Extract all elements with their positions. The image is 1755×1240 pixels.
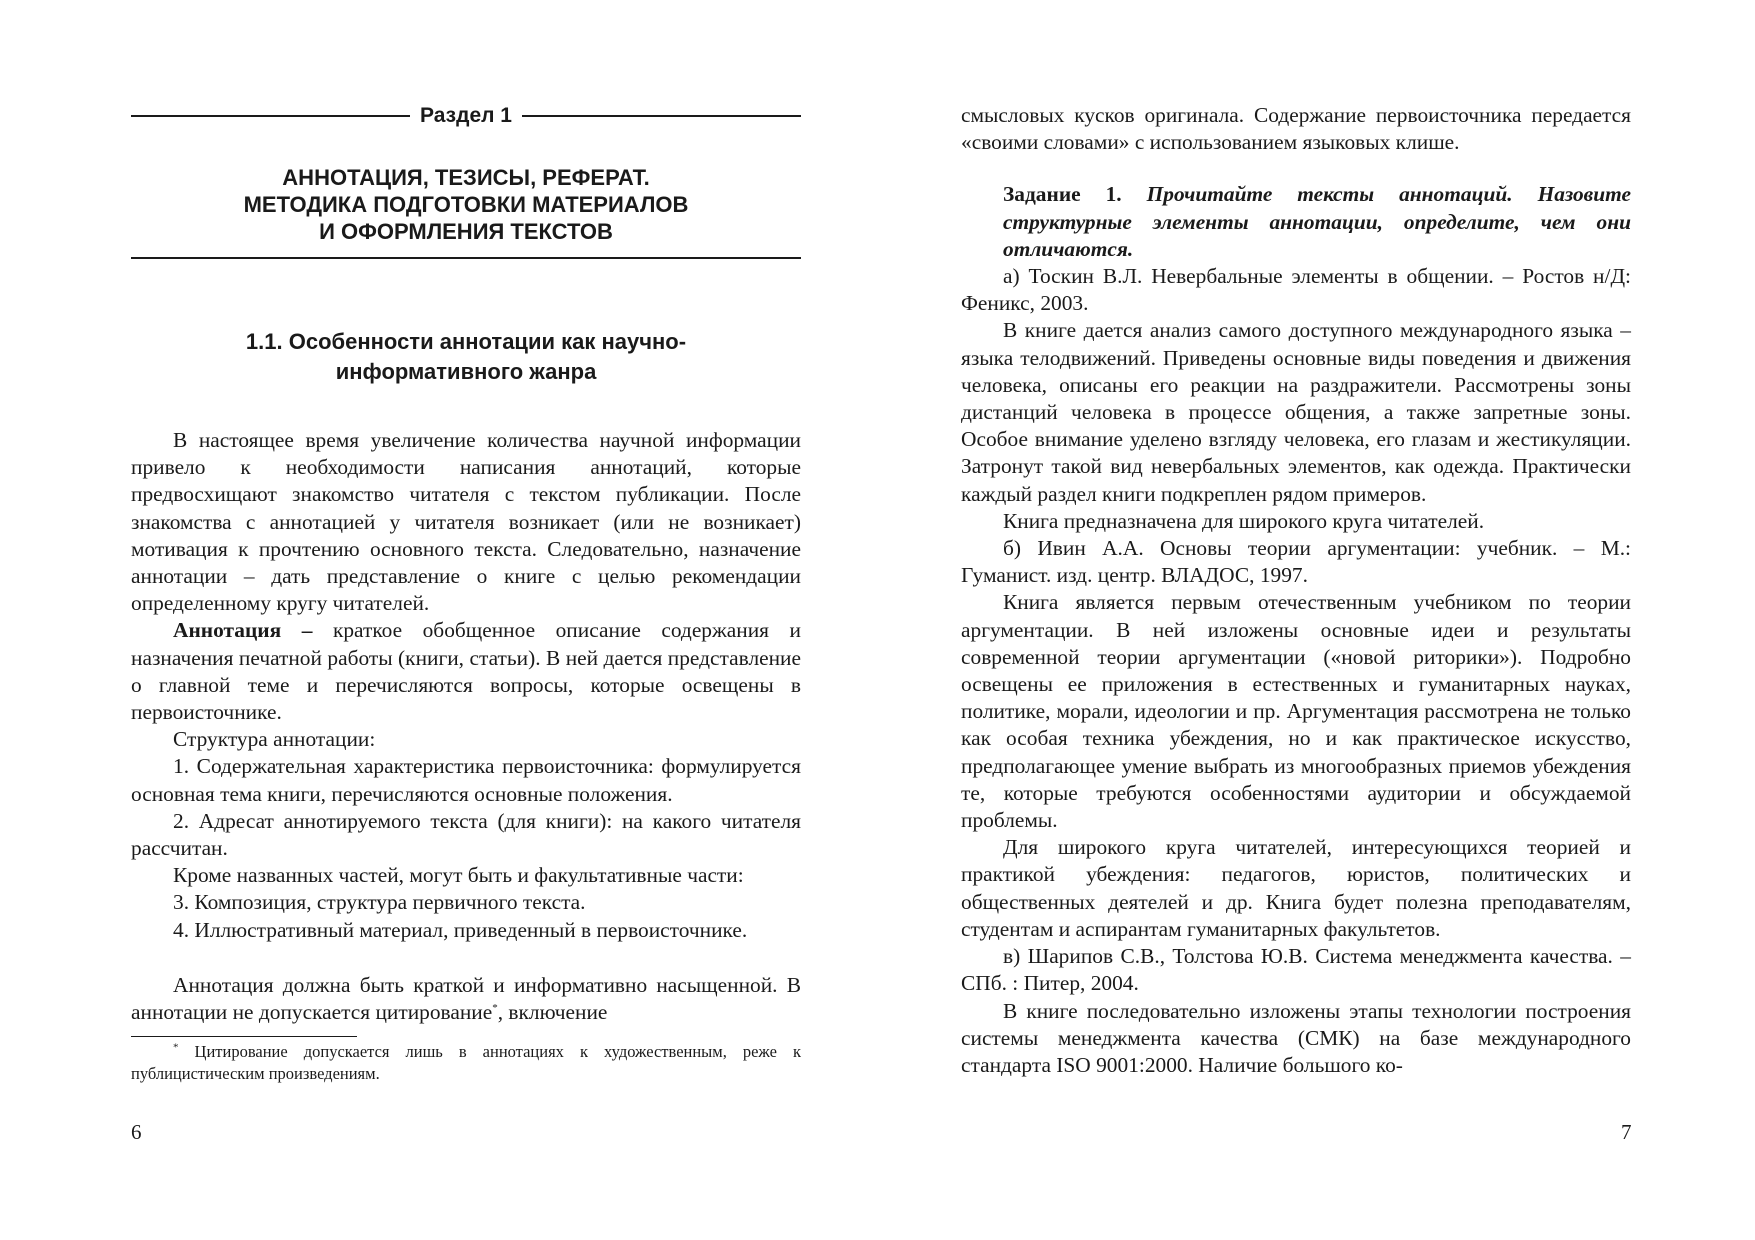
reference-c: в) Шарипов С.В., Толстова Ю.В. Система менеджмента качества. – СПб. : Питер, 2004. [961,944,1631,996]
left-page [0,0,877,1240]
section-header [131,102,801,130]
definition-term: Аннотация – [173,618,313,643]
chapter-title-line-3: И ОФОРМЛЕНИЯ ТЕКСТОВ [319,219,613,244]
right-page [877,0,1755,1240]
closing-text: Аннотация должна быть краткой и информативно насыщенной. В аннотации не допускается цитирование [131,972,801,1025]
structure-heading: Структура аннотации: [173,727,376,752]
section-label: Раздел 1 [420,104,512,127]
annotation-c-paragraph-1: В книге последовательно изложены этапы технологии построения системы менеджмента качества (СМК) на базе международного стандарта ISO 9001:2000. Наличие большого ко- [961,998,1631,1077]
task-text: Прочитайте тексты аннотаций. Назовите структурные элементы аннотации, определите, чем они отличаются. [1003,182,1631,261]
definition-paragraph [131,617,801,726]
subsection-title-line-1: 1.1. Особенности аннотации как научно- [245,329,687,354]
page-number-left: 6 [131,1120,142,1144]
task-heading [1003,181,1631,263]
section-rule-right [522,115,801,117]
annotation-a-paragraph-2: Книга предназначена для широкого круга читателей. [1003,508,1485,533]
footnote-text: Цитирование допускается лишь в аннотациях к художественным, реже к публицистическим произведениям. [131,1042,801,1084]
definition-text: краткое обобщенное описание содержания и назначения печатной работы (книги, статьи). В ней дается представление о главной теме и перечисляются вопросы, которые освещены в первоисточнике. [131,618,801,725]
structure-item-2: 2. Адресат аннотируемого текста (для книги): на какого читателя рассчитан. [131,808,801,861]
closing-paragraph [131,972,801,1026]
footnote [131,1041,801,1085]
structure-item-3: 3. Композиция, структура первичного текста. [173,890,586,915]
chapter-title [131,164,801,245]
reference-b: б) Ивин А.А. Основы теории аргументации: учебник. – М.: Гуманист. изд. центр. ВЛАДОС, 1997. [961,536,1631,588]
footnote-mark: * [492,1001,498,1014]
footnote-symbol: * [173,1041,179,1054]
intro-paragraph: В настоящее время увеличение количества научной информации привело к необходимости написания аннотаций, которые предвосхищают знакомство читателя с текстом публикации. После знакомства с аннотацией у читателя возникает (или не возникает) мотивация к прочтению основного текста. Следовательно, назначение аннотации – дать представление о книге с целью рекомендации определенному кругу читателей. [131,428,801,616]
subsection-title-line-2: информативного жанра [335,359,597,384]
optional-parts-heading: Кроме названных частей, могут быть и факультативные части: [173,863,744,888]
chapter-title-line-1: АННОТАЦИЯ, ТЕЗИСЫ, РЕФЕРАТ. [282,165,650,190]
left-column [131,102,801,1085]
subsection-title [131,327,801,387]
annotation-b-paragraph-1: Книга является первым отечественным учебником по теории аргументации. В ней изложены основные идеи и результаты современной теории аргументации («новой риторики»). Подробно освещены ее приложения в естественных и гуманитарных науках, политике, морали, идеологии и пр. Аргументация рассмотрена не только как особая техника убеждения, но и как практическое искусство, предполагающее умение выбрать из многообразных приемов убеждения те, которые требуются особенностями аудитории и обсуждаемой проблемы. [961,590,1631,833]
annotation-b-paragraph-2: Для широкого круга читателей, интересующихся теорией и практикой убеждения: педагогов, юристов, политических и общественных деятелей и др. Книга будет полезна преподавателям, студентам и аспирантам гуманитарных факультетов. [961,835,1631,941]
annotation-a-paragraph-1: В книге дается анализ самого доступного международного языка – языка телодвижений. Приведены основные виды поведения и движения человека, описаны его реакции на раздражители. Рассмотрены зоны дистанций человека в процессе общения, а также запретные зоны. Особое внимание уделено взгляду человека, его глазам и жестикуляции. Затронут такой вид невербальных элементов, как одежда. Практически каждый раздел книги подкреплен рядом примеров. [961,318,1631,506]
footnote-rule [131,1036,357,1037]
structure-item-4: 4. Иллюстративный материал, приведенный в первоисточнике. [173,917,748,942]
task-label: Задание 1. [1003,182,1122,207]
title-divider [131,257,801,259]
right-column [961,102,1631,1079]
section-rule-left [131,115,410,117]
closing-tail: , включение [497,1000,608,1025]
page-number-right: 7 [1621,1120,1632,1144]
reference-a: а) Тоскин В.Л. Невербальные элементы в общении. – Ростов н/Д: Феникс, 2003. [961,264,1631,316]
structure-item-1: 1. Содержательная характеристика первоисточника: формулируется основная тема книги, перечисляются основные положения. [131,754,801,806]
continuation-paragraph: смысловых кусков оригинала. Содержание первоисточника передается «своими словами» с использованием языковых клише. [961,103,1631,155]
chapter-title-line-2: МЕТОДИКА ПОДГОТОВКИ МАТЕРИАЛОВ [243,192,689,217]
